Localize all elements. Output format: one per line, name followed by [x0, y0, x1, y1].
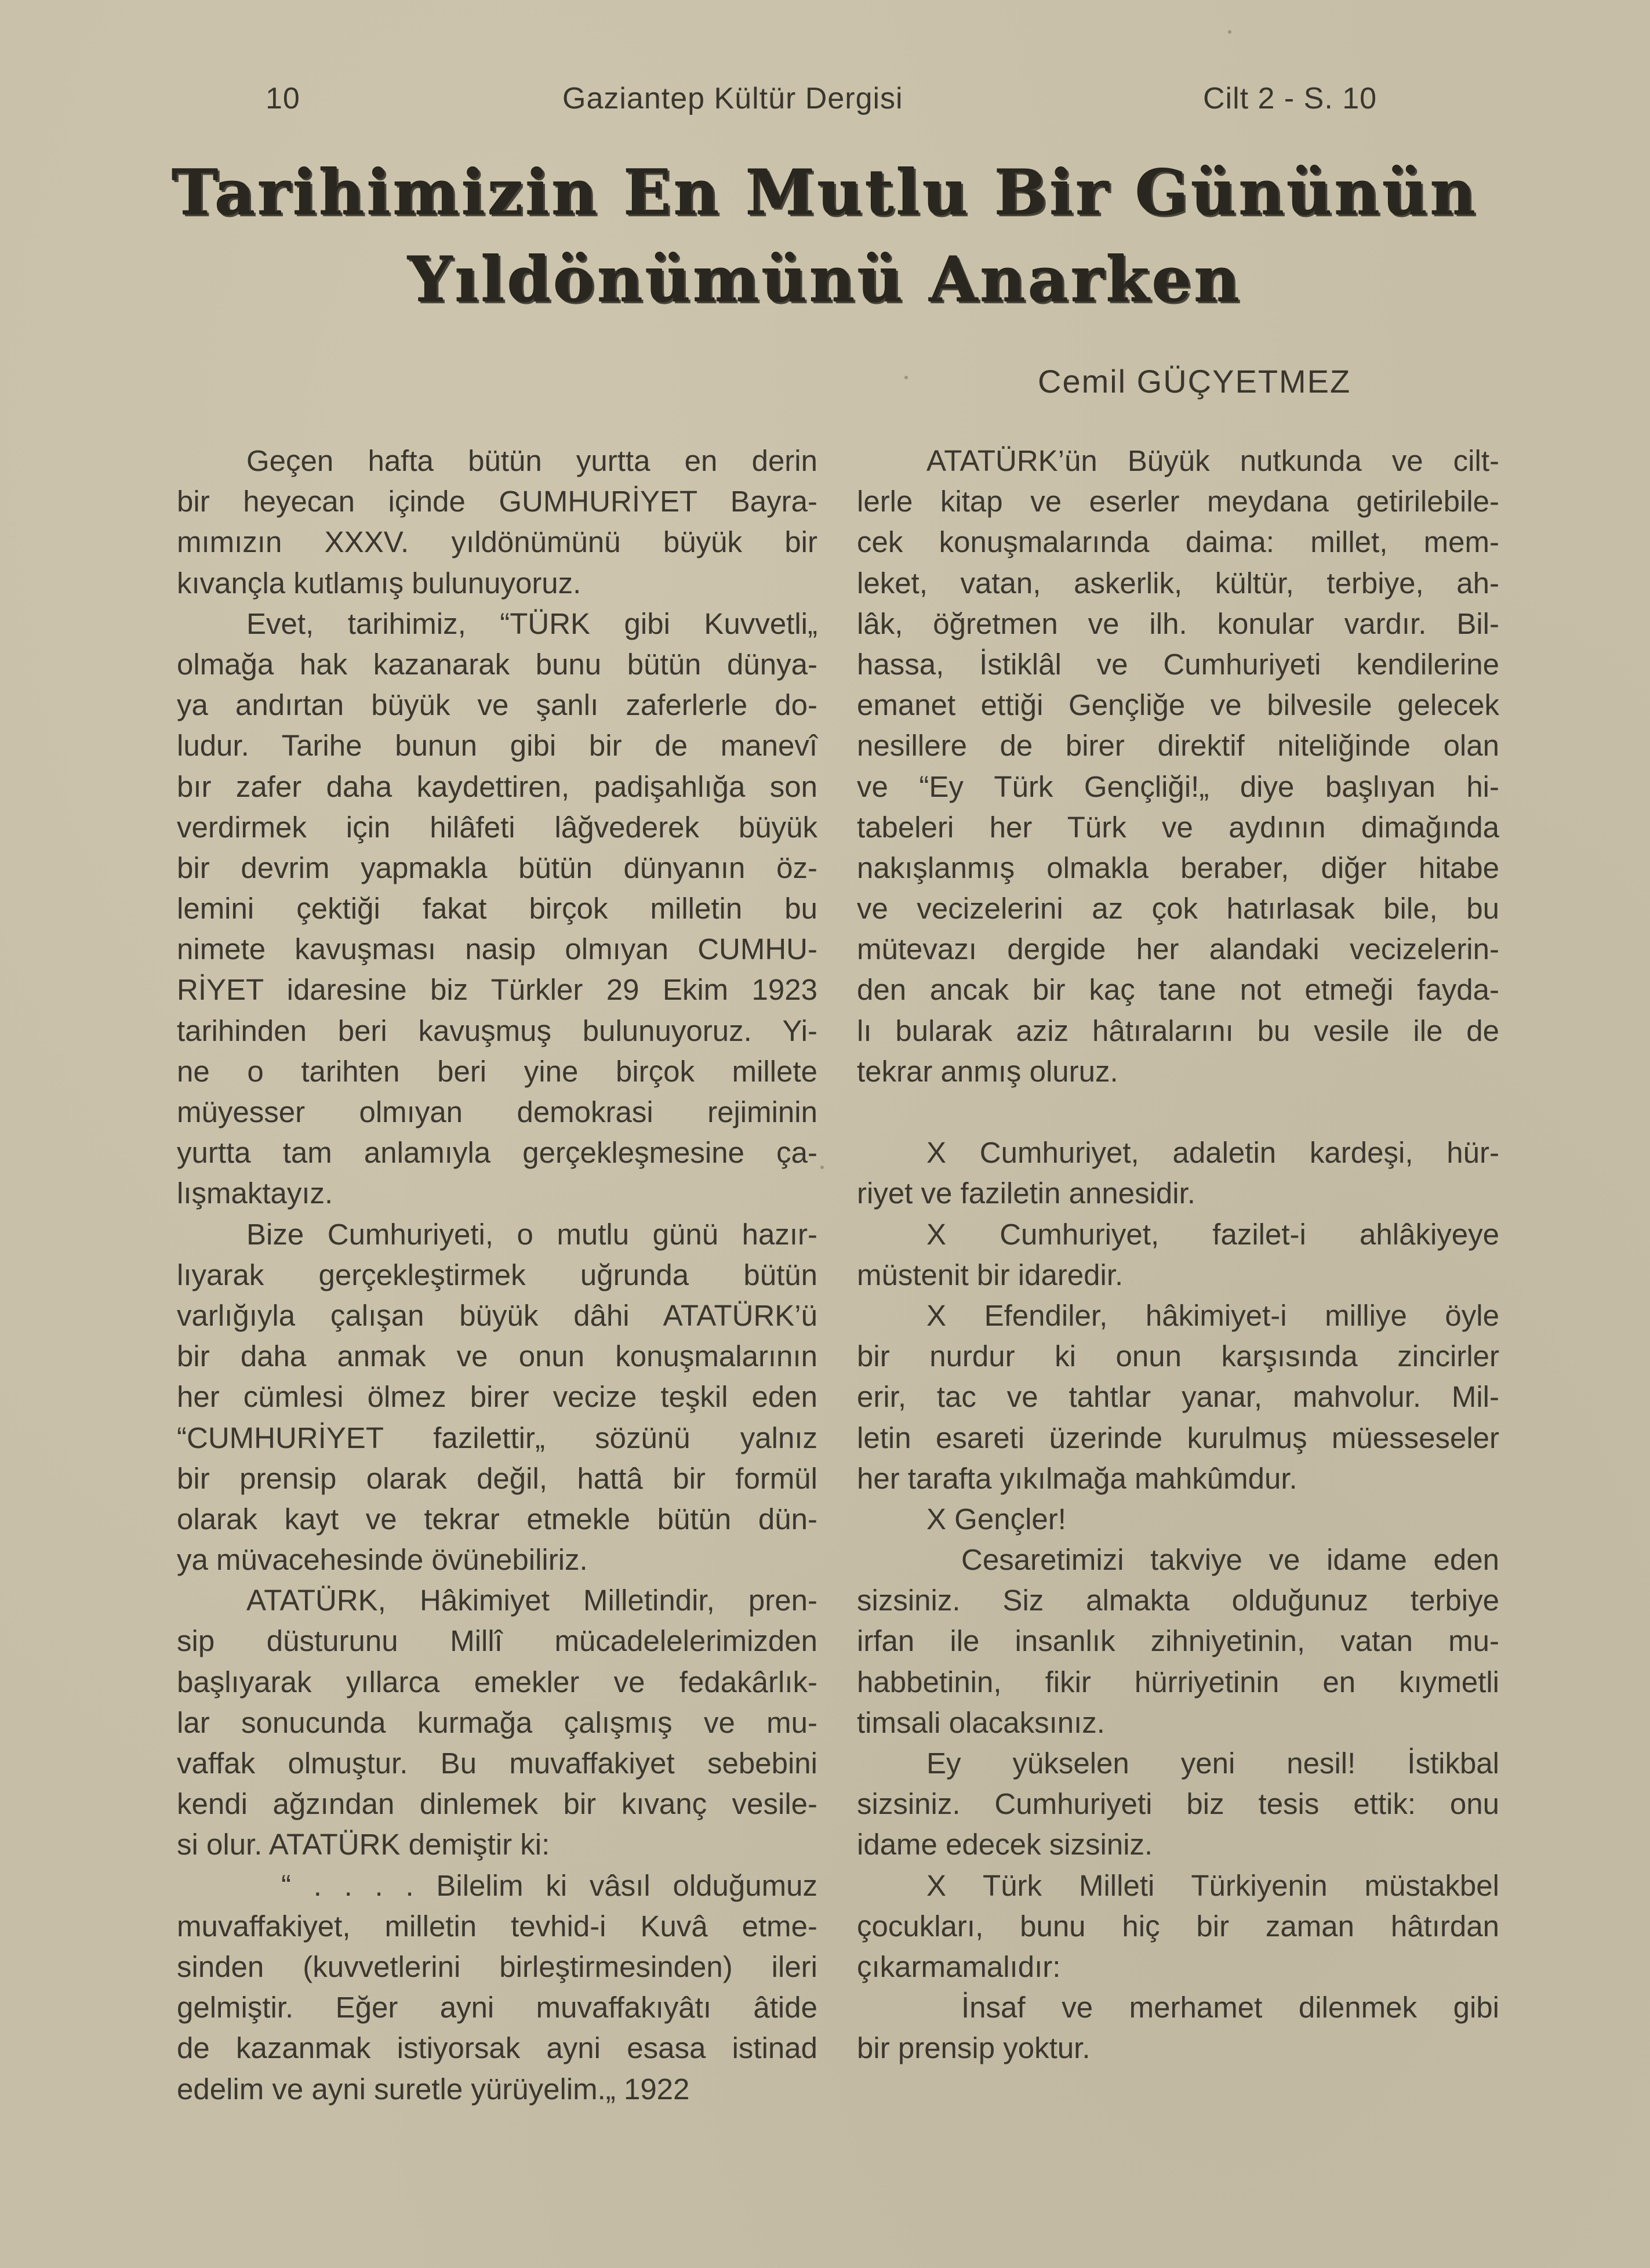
right-column-text-line: emanet ettiği Gençliğe ve bilvesile gelecek [857, 688, 1499, 722]
right-column-text-line: Cesaretimizi takviye ve idame eden [961, 1543, 1499, 1577]
left-column-text-line: si olur. ATATÜRK demiştir ki: [177, 1828, 550, 1861]
left-column-text-line: bir daha anmak ve onun konuşmalarının [177, 1340, 817, 1373]
print-speck [904, 376, 908, 379]
left-column-text-line: yurtta tam anlamıyla gerçekleşmesine ça- [177, 1136, 817, 1170]
magazine-name: Gaziantep Kültür Dergisi [562, 82, 903, 115]
left-column-text-line: muvaffakiyet, milletin tevhid-i Kuvâ etme- [177, 1909, 817, 1943]
left-column [177, 441, 817, 2110]
right-column-text-line: İnsaf ve merhamet dilenmek gibi [961, 1991, 1499, 2024]
right-column-text-line: müstenit bir idaredir. [857, 1258, 1124, 1291]
right-column-text-line: her tarafta yıkılmağa mahkûmdur. [857, 1461, 1298, 1495]
right-column-text-line: cek konuşmalarında daima: millet, mem- [857, 525, 1499, 559]
right-column-text-line: bir nurdur ki onun karşısında zincirler [857, 1340, 1499, 1373]
left-column-text-line: varlığıyla çalışan büyük dâhi ATATÜRK’ü [177, 1298, 817, 1332]
left-column-text-line: bir heyecan içinde GUMHURİYET Bayra- [177, 485, 817, 518]
right-column-text-line: sizsiniz. Siz almakta olduğunuz terbiye [857, 1584, 1499, 1617]
right-column-text-line: X Efendiler, hâkimiyet-i milliye öyle [926, 1298, 1499, 1332]
left-column-text-line: ATATÜRK, Hâkimiyet Milletindir, pren- [246, 1584, 817, 1617]
left-column-text-line: nimete kavuşması nasip olmıyan CUMHU- [177, 932, 817, 966]
right-column-text-line: çıkarmamalıdır: [857, 1950, 1061, 1983]
right-column-text-line: irfan ile insanlık zihniyetinin, vatan mu- [857, 1624, 1499, 1658]
left-column-text-line: “CUMHURİYET fazilettir„ sözünü yalnız [177, 1421, 817, 1454]
left-column-text-line: lemini çektiği fakat birçok milletin bu [177, 892, 817, 926]
right-column-text-line: ve “Ey Türk Gençliği!„ diye başlıyan hi- [857, 770, 1499, 803]
left-column-text-line: her cümlesi ölmez birer vecize teşkil eden [177, 1380, 817, 1414]
right-column-text-line: mütevazı dergide her alandaki vecizelerin- [857, 932, 1499, 966]
right-column-text-line: nakışlanmış olmakla beraber, diğer hitabe [857, 851, 1499, 884]
right-column-text-line: bir prensip yoktur. [857, 2031, 1091, 2065]
right-column-text-line: X Türk Milleti Türkiyenin müstakbel [926, 1868, 1499, 1902]
left-column-text-line: Evet, tarihimiz, “TÜRK gibi Kuvvetli„ [246, 607, 817, 640]
right-column-text-line: ve vecizelerini az çok hatırlasak bile, bu [857, 892, 1499, 926]
print-speck [820, 1166, 824, 1169]
left-column-text-line: tarihinden beri kavuşmuş bulunuyoruz. Yi- [177, 1014, 817, 1047]
author-name: Cemil GÜÇYETMEZ [1038, 363, 1351, 400]
left-column-text-line: “ . . . . Bilelim ki vâsıl olduğumuz [281, 1868, 817, 1902]
right-column-text-line: lı bularak aziz hâtıralarını bu vesile ile de [857, 1014, 1499, 1047]
right-column-text-line: sizsiniz. Cumhuriyeti biz tesis ettik: onu [857, 1787, 1499, 1821]
right-column-text-line: tekrar anmış oluruz. [857, 1054, 1118, 1088]
left-column-text-line: müyesser olmıyan demokrasi rejiminin [177, 1095, 817, 1128]
volume-issue: Cilt 2 - S. 10 [1203, 82, 1378, 115]
left-column-text-line: ya müvacehesinde övünebiliriz. [177, 1543, 588, 1577]
right-column-text-line: çocukları, bunu hiç bir zaman hâtırdan [857, 1909, 1499, 1943]
left-column-text-line: verdirmek için hilâfeti lâğvederek büyük [177, 810, 817, 844]
left-column-text-line: bir devrim yapmakla bütün dünyanın öz- [177, 851, 817, 884]
right-column-text-line: leket, vatan, askerlik, kültür, terbiye, ah- [857, 566, 1499, 600]
left-column-text-line: gelmiştir. Eğer ayni muvaffakıyâtı âtide [177, 1991, 817, 2024]
right-column-text-line: letin esareti üzerinde kurulmuş müesseseler [857, 1421, 1499, 1454]
page-number: 10 [266, 82, 300, 115]
left-column-text-line: sip düsturunu Millî mücadelelerimizden [177, 1624, 817, 1658]
left-column-text-line: bır zafer daha kaydettiren, padişahlığa son [177, 770, 817, 803]
left-column-text-line: edelim ve ayni suretle yürüyelim.„ 1922 [177, 2072, 690, 2106]
right-column-text-line: ATATÜRK’ün Büyük nutkunda ve cilt- [926, 444, 1499, 477]
left-column-text-line: lıyarak gerçekleştirmek uğrunda bütün [177, 1258, 817, 1291]
right-column-text-line: X Gençler! [926, 1502, 1066, 1536]
left-column-text-line: bir prensip olarak değil, hattâ bir formül [177, 1461, 817, 1495]
right-column-text-line: habbetinin, fikir hürriyetinin en kıymetli [857, 1665, 1499, 1699]
right-column-text-line: lerle kitap ve eserler meydana getirilebile- [857, 485, 1499, 518]
left-column-text-line: mımızın XXXV. yıldönümünü büyük bir [177, 525, 817, 559]
left-column-text-line: Geçen hafta bütün yurtta en derin [246, 444, 817, 477]
left-column-text-line: ne o tarihten beri yine birçok millete [177, 1054, 817, 1088]
right-column-text-line: Ey yükselen yeni nesil! İstikbal [926, 1747, 1499, 1780]
right-column [857, 441, 1499, 2069]
left-column-text-line: ya andırtan büyük ve şanlı zaferlerle do- [177, 688, 817, 722]
left-column-text-line: ludur. Tarihe bunun gibi bir de manevî [177, 729, 817, 763]
article-title-line-2: Yıldönümünü Anarken [408, 244, 1242, 317]
right-column-text-line: X Cumhuriyet, fazilet-i ahlâkiyeye [926, 1217, 1499, 1251]
left-column-text-line: sinden (kuvvetlerini birleştirmesinden) ileri [177, 1950, 817, 1983]
right-column-text-line: erir, tac ve tahtlar yanar, mahvolur. Mil- [857, 1380, 1499, 1414]
left-column-text-line: başlıyarak yıllarca emekler ve fedakârlık- [177, 1665, 817, 1699]
left-column-text-line: olarak kayt ve tekrar etmekle bütün dün- [177, 1502, 817, 1536]
article-title-line-1: Tarihimizin En Mutlu Bir Gününün [172, 157, 1478, 230]
right-column-text-line: X Cumhuriyet, adaletin kardeşi, hür- [926, 1136, 1499, 1170]
left-column-text-line: RİYET idaresine biz Türkler 29 Ekim 1923 [177, 973, 817, 1007]
left-column-text-line: vaffak olmuştur. Bu muvaffakiyet sebebini [177, 1747, 817, 1780]
page-header [0, 81, 1650, 128]
left-column-text-line: lar sonucunda kurmağa çalışmış ve mu- [177, 1705, 817, 1739]
left-column-text-line: lışmaktayız. [177, 1177, 333, 1210]
right-column-text-line: tabeleri her Türk ve aydının dimağında [857, 810, 1499, 844]
right-column-text-line: lâk, öğretmen ve ilh. konular vardır. Bil- [857, 607, 1499, 640]
right-column-text-line: den ancak bir kaç tane not etmeği fayda- [857, 973, 1499, 1007]
right-column-text-line: hassa, İstiklâl ve Cumhuriyeti kendilerine [857, 647, 1499, 681]
left-column-text-line: olmağa hak kazanarak bunu bütün dünya- [177, 647, 817, 681]
right-column-text-line: riyet ve faziletin annesidir. [857, 1177, 1195, 1210]
left-column-text-line: Bize Cumhuriyeti, o mutlu günü hazır- [246, 1217, 817, 1251]
print-speck [1228, 30, 1231, 34]
right-column-text-line: nesillere de birer direktif niteliğinde olan [857, 729, 1499, 763]
left-column-text-line: de kazanmak istiyorsak ayni esasa istinad [177, 2031, 817, 2065]
paragraph-gap [857, 1092, 1499, 1133]
left-column-text-line: kendi ağzından dinlemek bir kıvanç vesile- [177, 1787, 817, 1821]
left-column-text-line: kıvançla kutlamış bulunuyoruz. [177, 566, 582, 600]
right-column-text-line: idame edecek sizsiniz. [857, 1828, 1153, 1861]
right-column-text-line: timsali olacaksınız. [857, 1705, 1105, 1739]
